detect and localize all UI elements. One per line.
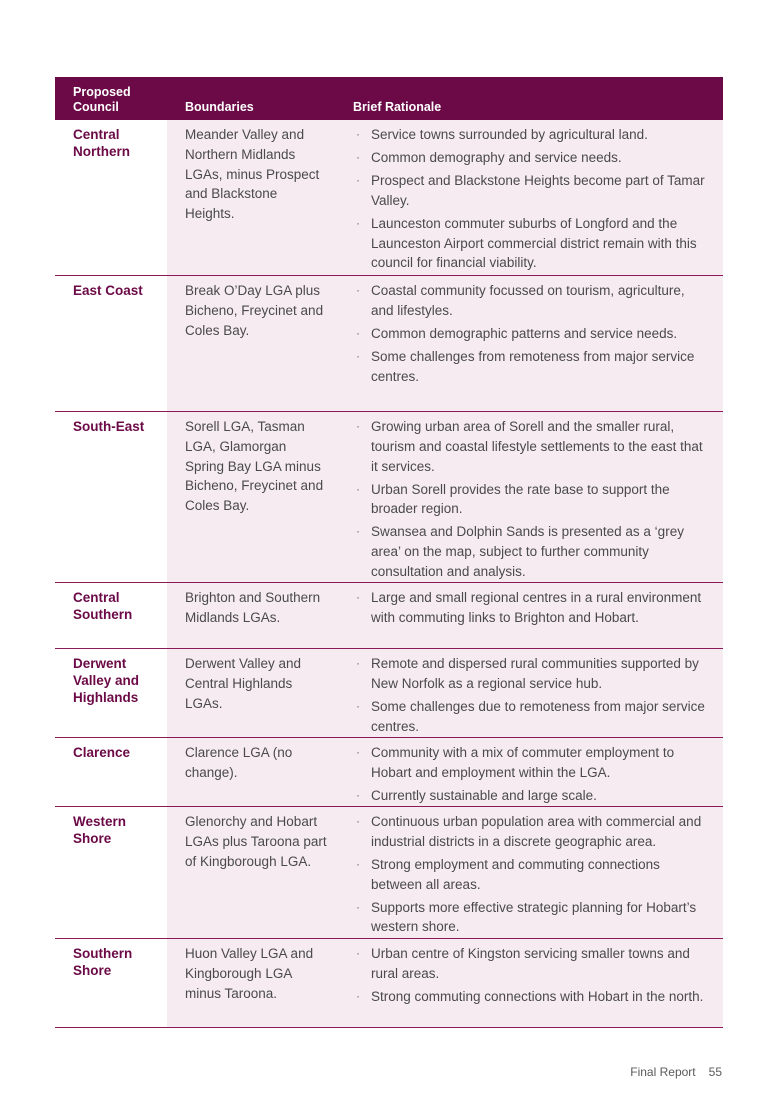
table-header <box>55 77 723 120</box>
council-boundaries: Meander Valley and Northern Midlands LGAs, minus Prospect and Blackstone Heights. <box>167 120 335 275</box>
table-row <box>55 276 723 412</box>
bullet-icon: · <box>356 283 360 297</box>
council-rationale <box>335 276 723 411</box>
rationale-item: · Launceston commuter suburbs of Longford and the Launceston Airport commercial district remain with this council for financial viability. <box>353 214 707 273</box>
bullet-icon: · <box>356 946 360 960</box>
bullet-icon: · <box>356 656 360 670</box>
council-name: Clarence <box>55 738 167 806</box>
table-row <box>55 120 723 276</box>
rationale-item: · Urban Sorell provides the rate base to support the broader region. <box>353 480 707 520</box>
council-rationale <box>335 807 723 938</box>
council-boundaries: Huon Valley LGA and Kingborough LGA minus Taroona. <box>167 939 335 1027</box>
bullet-icon: · <box>356 149 360 164</box>
rationale-item: · Supports more effective strategic planning for Hobart’s western shore. <box>353 898 707 938</box>
bullet-icon: · <box>356 698 360 713</box>
rationale-item: · Some challenges due to remoteness from major service centres. <box>353 697 707 737</box>
table-row <box>55 807 723 939</box>
rationale-item: · Swansea and Dolphin Sands is presented as a ‘grey area’ on the map, subject to further community consultation and analysis. <box>353 522 707 581</box>
bullet-icon: · <box>356 127 360 141</box>
bullet-icon: · <box>356 988 360 1003</box>
council-boundaries: Break O’Day LGA plus Bicheno, Freycinet and Coles Bay. <box>167 276 335 411</box>
rationale-item: · Remote and dispersed rural communities supported by New Norfolk as a regional service hub. <box>353 654 707 694</box>
bullet-icon: · <box>356 590 360 604</box>
page-footer <box>630 1065 722 1079</box>
council-table <box>55 77 723 1028</box>
bullet-icon: · <box>356 856 360 871</box>
bullet-icon: · <box>356 325 360 340</box>
bullet-icon: · <box>356 348 360 363</box>
council-name: Western Shore <box>55 807 167 938</box>
council-name: South-East <box>55 412 167 582</box>
bullet-icon: · <box>356 787 360 802</box>
rationale-item: · Large and small regional centres in a rural environment with commuting links to Brighton and Hobart. <box>353 588 707 628</box>
council-name: Central Southern <box>55 583 167 648</box>
rationale-item: · Strong employment and commuting connections between all areas. <box>353 855 707 895</box>
header-brief-rationale: Brief Rationale <box>353 99 442 114</box>
council-boundaries: Glenorchy and Hobart LGAs plus Taroona part of Kingborough LGA. <box>167 807 335 938</box>
council-name: Southern Shore <box>55 939 167 1027</box>
council-rationale <box>335 412 723 582</box>
council-rationale <box>335 120 723 275</box>
page-number: 55 <box>708 1065 722 1079</box>
council-rationale <box>335 738 723 806</box>
rationale-item: · Some challenges from remoteness from major service centres. <box>353 347 707 387</box>
rationale-item: · Urban centre of Kingston servicing smaller towns and rural areas. <box>353 944 707 984</box>
rationale-item: · Continuous urban population area with commercial and industrial districts in a discrete geographic area. <box>353 812 707 852</box>
council-boundaries: Brighton and Southern Midlands LGAs. <box>167 583 335 648</box>
bullet-icon: · <box>356 215 360 230</box>
council-boundaries: Derwent Valley and Central Highlands LGAs. <box>167 649 335 737</box>
rationale-item: · Coastal community focussed on tourism, agriculture, and lifestyles. <box>353 281 707 321</box>
bullet-icon: · <box>356 899 360 914</box>
council-name: East Coast <box>55 276 167 411</box>
rationale-item: · Service towns surrounded by agricultural land. <box>353 125 707 145</box>
table-row <box>55 738 723 807</box>
council-rationale <box>335 649 723 737</box>
header-proposed-council: Proposed Council <box>73 85 131 114</box>
bullet-icon: · <box>356 481 360 496</box>
rationale-item: · Common demographic patterns and service needs. <box>353 324 707 344</box>
footer-report-title: Final Report <box>630 1065 696 1079</box>
rationale-item: · Prospect and Blackstone Heights become part of Tamar Valley. <box>353 171 707 211</box>
table-row <box>55 649 723 738</box>
rationale-item: · Community with a mix of commuter employment to Hobart and employment within the LGA. <box>353 743 707 783</box>
council-boundaries: Sorell LGA, Tasman LGA, Glamorgan Spring Bay LGA minus Bicheno, Freycinet and Coles Bay. <box>167 412 335 582</box>
council-rationale <box>335 583 723 648</box>
table-row <box>55 939 723 1028</box>
council-name: Central Northern <box>55 120 167 275</box>
bullet-icon: · <box>356 172 360 187</box>
bullet-icon: · <box>356 419 360 433</box>
rationale-item: · Growing urban area of Sorell and the smaller rural, tourism and coastal lifestyle settlements to the east that it services. <box>353 417 707 476</box>
council-boundaries: Clarence LGA (no change). <box>167 738 335 806</box>
council-name: Derwent Valley and Highlands <box>55 649 167 737</box>
table-row <box>55 583 723 649</box>
rationale-item: · Currently sustainable and large scale. <box>353 786 707 806</box>
header-boundaries: Boundaries <box>185 99 254 114</box>
council-rationale <box>335 939 723 1027</box>
rationale-item: · Strong commuting connections with Hobart in the north. <box>353 987 707 1007</box>
table-row <box>55 412 723 583</box>
bullet-icon: · <box>356 745 360 759</box>
bullet-icon: · <box>356 814 360 828</box>
rationale-item: · Common demography and service needs. <box>353 148 707 168</box>
bullet-icon: · <box>356 524 360 539</box>
